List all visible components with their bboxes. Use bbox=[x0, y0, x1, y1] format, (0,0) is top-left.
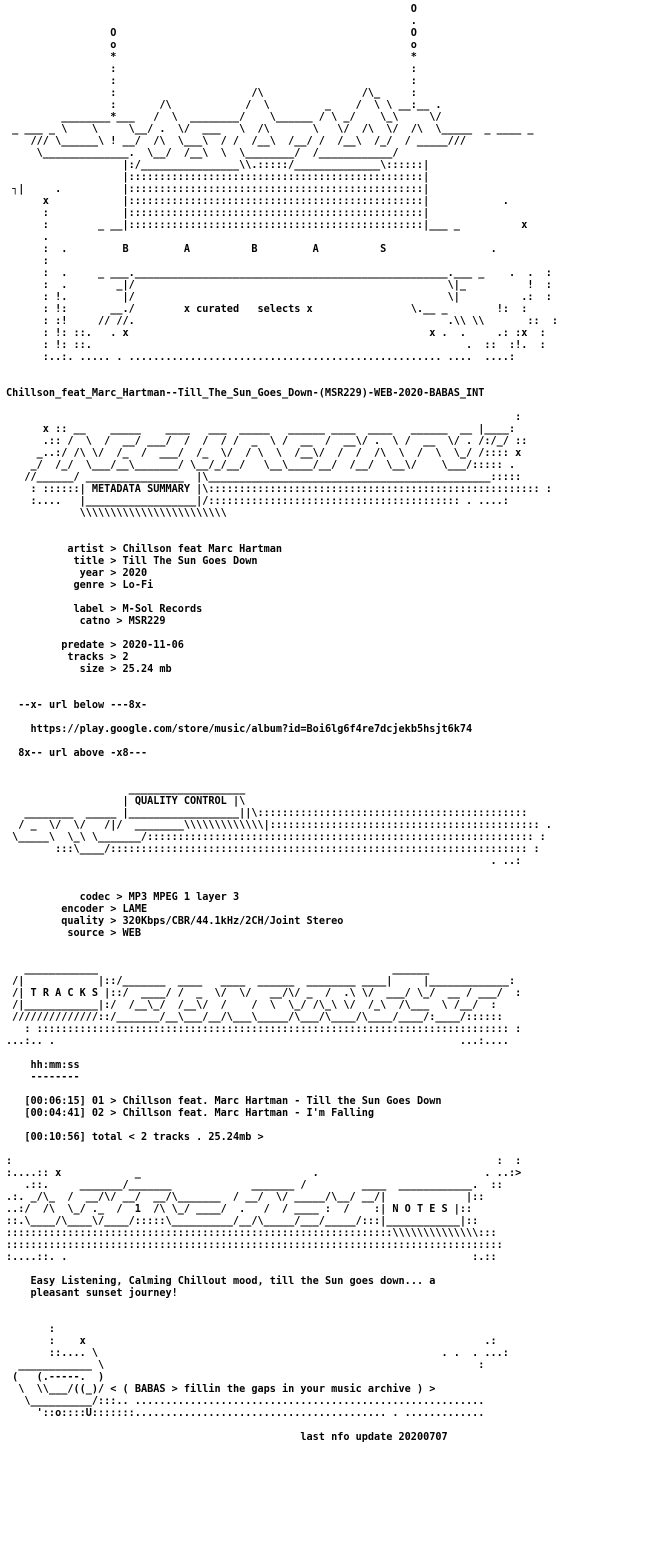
meta-predate: 2020-11-06 bbox=[122, 640, 184, 651]
babas-letters: B A B A S bbox=[122, 244, 387, 255]
footer-art-2: \__________/:::.. ......................................................... '::o::::U:::::::......................................... . ............. bbox=[24, 1396, 485, 1419]
q-codec: MP3 MPEG 1 layer 3 bbox=[128, 892, 240, 903]
notes-section-title: N O T E S bbox=[392, 1204, 448, 1215]
release-url[interactable]: https://play.google.com/store/music/album?id=Boi6lg6f4re7dcjekb5hsjt6k74 bbox=[30, 724, 473, 735]
quality-header-art-2: |\ ________ _____ |__________________||\:::::::::::::::::::::::::::::::::::::::::::: / _ \/ \/ /|/ ________\\\\\\\\\\\\\|:::::::::::::::::::::::::::::::::::::::::::: . \_____\ \_\ \_______/::::::::::::::::::::::::::::::::::::::::::::::::::::::::::::::: : :::\____/:::::::::::::::::::::::::::::::::::::::::::::::::::::::::::::::::::: : . ..: bbox=[12, 796, 552, 867]
tracks-header-art-2: |::/ ____/ / _ \/ \/ __/\/ _ / .\ \/ ___/ \_/ __ / ___/ : /|____________|:/ /__\_/ /__\/ / / \ \_/ /\_\ \/ /_\ /\___ \ /__/ : //////////////::/_______/__\___/__/\___\_____/\___/\____/\____/____/:____/:::::: : ::::::::::::::::::::::::::::::::::::::::::::::::::::::::::::::::::::::::::::: : ...:.. . ...:.... bbox=[6, 988, 522, 1047]
meta-genre: Lo-Fi bbox=[122, 580, 154, 591]
q-source: WEB bbox=[122, 928, 141, 939]
quality-block: codec > MP3 MPEG 1 layer 3 encoder > LAME quality > 320Kbps/CBR/44.1kHz/2CH/Joint Stereo source > WEB bbox=[6, 892, 344, 939]
metadata-section-title: METADATA SUMMARY bbox=[91, 484, 191, 495]
tracks-section-title: T R A C K S bbox=[30, 988, 99, 999]
tracks-format: hh:mm:ss bbox=[30, 1060, 80, 1071]
quality-header-art: ___________________ | bbox=[122, 784, 246, 807]
tracks-total: [00:10:56] total < 2 tracks . 25.24mb > bbox=[24, 1132, 264, 1143]
url-above-marker: 8x-- url above -x8--- bbox=[18, 748, 148, 759]
meta-artist: Chillson feat Marc Hartman bbox=[122, 544, 283, 555]
curated-tagline: x curated selects x bbox=[183, 304, 313, 315]
meta-year: 2020 bbox=[122, 568, 148, 579]
footer-art: : : x .: ::.... \ . . . ...: ____________ \ : ( (.-----. ) bbox=[12, 1324, 509, 1383]
url-below-marker: --x- url below ---8x- bbox=[18, 700, 148, 711]
logo-body-art-2: \.__ _ !: : : :! // //. .\\ \\ :: : : !: ::. . x x . . .: :x : : !: ::. . :: :!. : :..:. ..... . ................................................... .... ....: bbox=[42, 304, 559, 363]
logo-header-art: O . O O o o * * : : : : : /\ /\_ : : /\ / \ _ / \ \ __:__ . ________*___ / \ ________/ \______ / \ _/ \_\ \/ _ ___ _ \ \ \__/ . \/ ___ \ /\ \ \/ /\ \/ /\ \_____ _ ____ _ /// \______\ ! __/ /\ \___\ / / /__\ /__/ / /__\ /_/ / _____/// \______________. \__/ /__\ \ \________/ /____________/ |:/________________\\.:::::/______________\::::::| |::::::::::::::::::::::::::::::::::::::::::::::::| ┐| . |::::::::::::::::::::::::::::::::::::::::::::::::| x |::::::::::::::::::::::::::::::::::::::::::::::::| . : |::::::::::::::::::::::::::::::::::::::::::::::::| : _ __|::::::::::::::::::::::::::::::::::::::::::::::::|___ _ x . : . bbox=[12, 4, 534, 255]
tracks-header-art: ____________ ______ /| |::/_______ ____ ____ ______ ________ ____| |_____________: /| bbox=[12, 964, 516, 999]
track-1: [00:06:15] 01 > Chillson feat. Marc Hartman - Till the Sun Goes Down bbox=[24, 1096, 442, 1107]
logo-body-art: . : : . _ ___.___________________________________________________.___ _ . . : : . _|/ \|_ ! : : !. |/ \| .: : : !: __./ bbox=[42, 244, 552, 315]
track-2: [00:04:41] 02 > Chillson feat. Marc Hartman - I'm Falling bbox=[24, 1108, 375, 1119]
meta-tracks: 2 bbox=[122, 652, 129, 663]
meta-label: M-Sol Records bbox=[122, 604, 203, 615]
notes-header-art-2: |:: ::.\____/\____\/____/:::::\__________/__/\_____/___/_____/:::|____________|:: :::::::::::::::::::::::::::::::::::::::::::::::::::::::::::::::\\\\\\\\\\\\\\::: ::::::::::::::::::::::::::::::::::::::::::::::::::::::::::::::::::::::::::::::::: :....::. . :.:: bbox=[6, 1204, 503, 1263]
metadata-header-art-2: |\:::::::::::::::::::::::::::::::::::::::::::::::::::::: : :.... |__________________|/::::::::::::::::::::::::::::::::::::::::: . ....: \\\\\\\\\\\\\\\\\\\\\\\\ bbox=[30, 484, 552, 519]
quality-section-title: QUALITY CONTROL bbox=[134, 796, 227, 807]
footer-tag-art: \ \\___/((_)/ bbox=[6, 1384, 111, 1395]
notes-line-2: pleasant sunset journey! bbox=[30, 1288, 178, 1299]
q-quality: 320Kbps/CBR/44.1kHz/2CH/Joint Stereo bbox=[122, 916, 344, 927]
metadata-header-art: : x :: __ _____ ____ ___ _____ ______ ____ ____ ______ __ |____: .:: / \ / __/ ___/ / / / / _ \ / __ / __\/ . \ / __ \/ . /:/_/ :: _..:/ /\ \/ /_ / ___/ /_ \/ / \ \ /__\/ / / /\ \ / \ \_/ /:::: x _/ /_/ \___/__\_______/ \__/_/__/ \__\____/__/ /__/ \__\/ \___/::::: . //______/ ________________ |\______________________________________________::::: : ::::::| bbox=[24, 412, 528, 495]
footer-update: last nfo update 20200707 bbox=[300, 1432, 448, 1443]
notes-line-1: Easy Listening, Calming Chillout mood, till the Sun goes down... a bbox=[30, 1276, 436, 1287]
release-name: Chillson_feat_Marc_Hartman--Till_The_Sun_Goes_Down-(MSR229)-WEB-2020-BABAS_INT bbox=[6, 388, 485, 399]
notes-header-art: : : : :....:: x _ . . ..:> .::. _______/_______ _______ / ____ ____________. :: .:. _/\_ / __/\/ __/ __/\_______ / __/ \/ _____/\__/ __/| |:: ..:/ /\ \_/ ._ / 1 /\ \_/ ____/ . / / ____ : / :| bbox=[6, 1156, 522, 1215]
q-encoder: LAME bbox=[122, 904, 148, 915]
tracks-format-underline: -------- bbox=[30, 1072, 80, 1083]
metadata-block: artist > Chillson feat Marc Hartman title > Till The Sun Goes Down year > 2020 genre > Lo-Fi label > M-Sol Records catno > MSR229 predate > 2020-11-06 tracks > 2 size > 25.24 mb bbox=[6, 544, 283, 675]
footer-tagline: < ( BABAS > fillin the gaps in your music archive ) > bbox=[110, 1384, 436, 1395]
meta-catno: MSR229 bbox=[128, 616, 166, 627]
meta-size: 25.24 mb bbox=[122, 664, 172, 675]
meta-title: Till The Sun Goes Down bbox=[122, 556, 258, 567]
